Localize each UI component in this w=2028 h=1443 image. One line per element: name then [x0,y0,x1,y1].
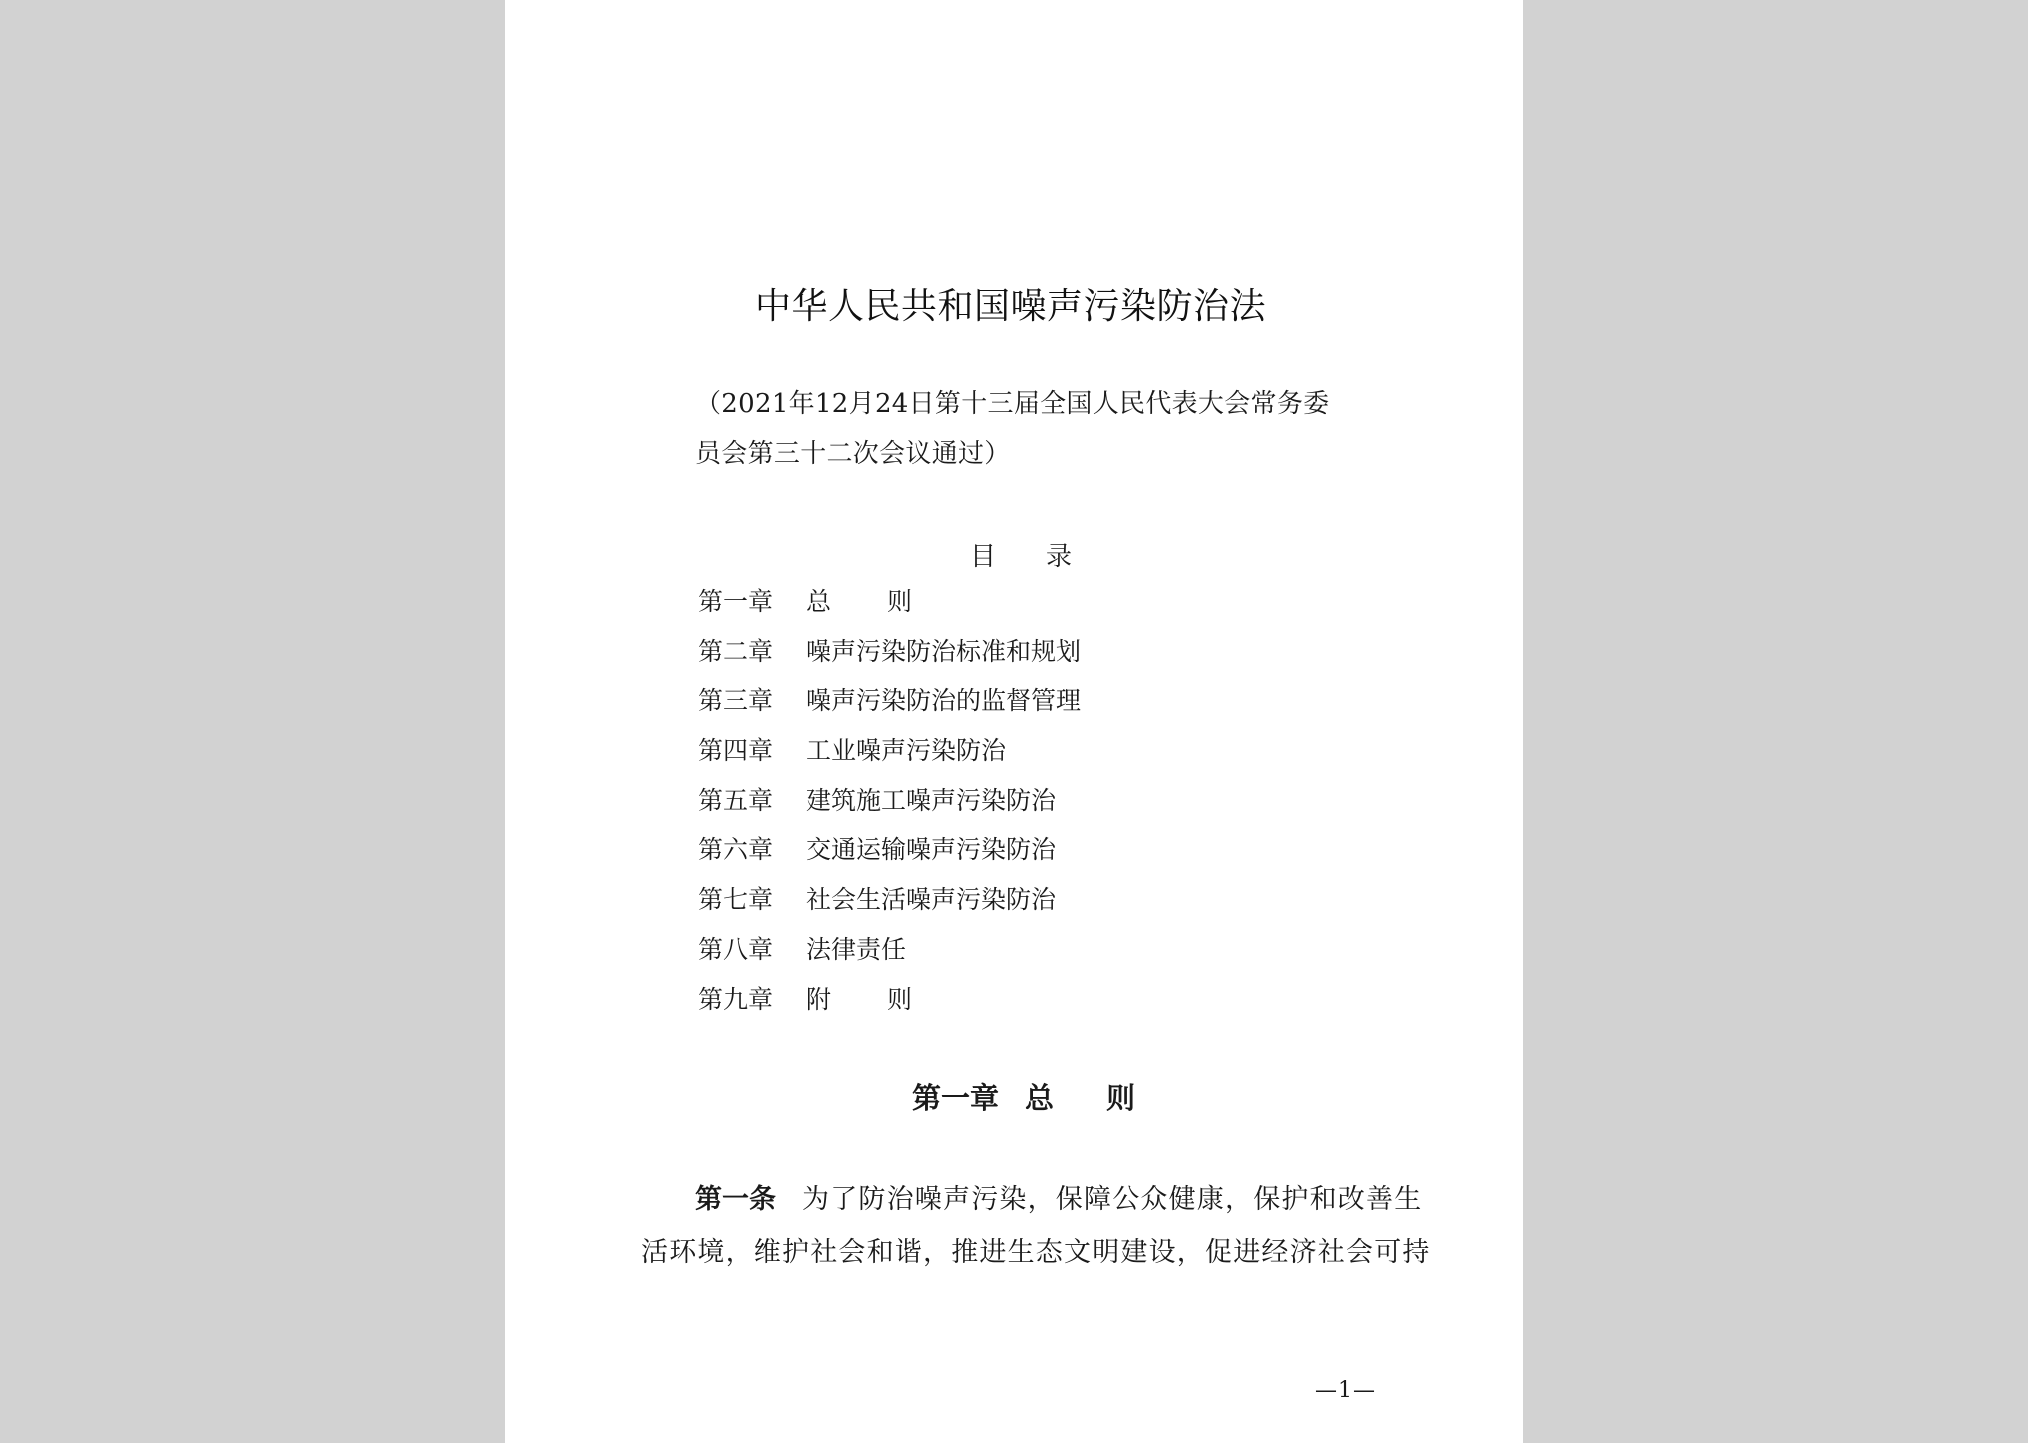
article-text: 为了防治噪声污染，保障公众健康，保护和改善生 [802,1184,1423,1215]
toc-chapter-title: 总则 [806,587,969,616]
toc-chapter-number: 第八章 [698,934,774,964]
toc-chapter-title: 交通运输噪声污染防治 [806,835,1057,865]
toc-chapter-title: 建筑施工噪声污染防治 [806,785,1057,815]
toc-chapter-title: 工业噪声污染防治 [806,736,1007,766]
toc-chapter-title: 社会生活噪声污染防治 [806,885,1057,915]
toc-chapter-number: 第七章 [698,885,774,915]
table-of-contents [698,582,1081,1029]
toc-item [698,731,1081,781]
toc-chapter-title: 噪声污染防治的监督管理 [806,686,1082,716]
toc-chapter-title: 法律责任 [806,934,907,964]
toc-item [698,781,1081,831]
toc-heading-char: 录 [1046,542,1073,572]
toc-heading [970,536,1072,573]
toc-chapter-title: 噪声污染防治标准和规划 [806,636,1082,666]
toc-chapter-number: 第九章 [698,984,774,1014]
chapter-heading-number: 第一章 [912,1081,1000,1115]
toc-item [698,830,1081,880]
page-number: —1— [1315,1378,1376,1403]
toc-item [698,632,1081,682]
document-title: 中华人民共和国噪声污染防治法 [755,286,1267,327]
chapter-heading [912,1076,1187,1117]
toc-chapter-number: 第三章 [698,686,774,716]
toc-heading-char: 目 [970,542,997,572]
toc-chapter-number: 第一章 [698,587,774,616]
document-page [505,0,1523,1443]
toc-item [698,681,1081,731]
toc-chapter-number: 第五章 [698,785,774,815]
article-1-line-1 [695,1177,1422,1216]
toc-item [698,980,1081,1030]
chapter-heading-title: 总则 [1025,1081,1188,1115]
toc-chapter-number: 第六章 [698,835,774,865]
toc-chapter-number: 第四章 [698,736,774,766]
toc-item [698,930,1081,980]
toc-chapter-title: 附则 [806,984,969,1014]
adoption-note-line-2: 员会第三十二次会议通过） [695,439,1011,469]
toc-chapter-number: 第二章 [698,636,774,666]
article-1-line-2: 活环境，维护社会和谐，推进生态文明建设，促进经济社会可持 [641,1237,1431,1268]
adoption-note-line-1: （2021年12月24日第十三届全国人民代表大会常务委 [695,389,1330,419]
toc-item [698,880,1081,930]
article-label: 第一条 [695,1184,776,1215]
toc-item [698,582,1081,632]
